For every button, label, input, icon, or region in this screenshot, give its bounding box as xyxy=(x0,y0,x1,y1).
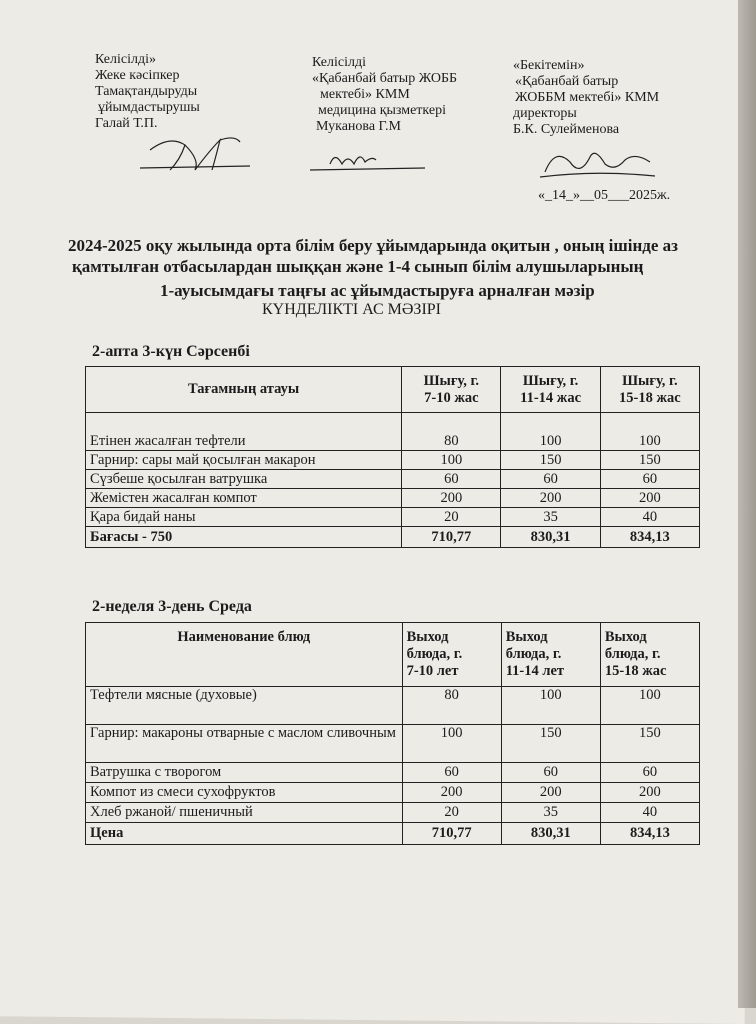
dish-name: Хлеб ржаной/ пшеничный xyxy=(86,803,403,823)
approval-right-line: «Қабанбай батыр xyxy=(515,74,619,89)
signature-right xyxy=(535,142,665,184)
portion-11-14: 150 xyxy=(501,451,600,470)
total-row xyxy=(86,823,700,845)
portion-15-18: 150 xyxy=(600,725,699,763)
title-line-2: қамтылған отбасылардан шыққан және 1-4 сынып білім алушыларының xyxy=(72,257,644,276)
page-edge xyxy=(738,0,756,1008)
dish-name: Гарнир: сары май қосылған макарон xyxy=(86,451,402,470)
approval-right-line: ЖОББМ мектебі» КММ xyxy=(515,90,660,105)
portion-7-10: 200 xyxy=(402,783,501,803)
russian-menu-table xyxy=(85,622,700,845)
price-7-10: 710,77 xyxy=(402,823,501,845)
table-row xyxy=(86,413,700,451)
table-row xyxy=(86,470,700,489)
dish-name: Жемістен жасалған компот xyxy=(86,489,402,508)
dish-name: Сүзбеше қосылған ватрушка xyxy=(86,470,402,489)
approval-right-line: Б.К. Сулейменова xyxy=(513,122,620,137)
approval-middle-line: медицина қызметкері xyxy=(318,103,446,118)
title-line-4: КҮНДЕЛІКТІ АС МӘЗІРІ xyxy=(262,301,441,318)
dish-name: Ватрушка с творогом xyxy=(86,763,403,783)
kazakh-header-15-18: Шығу, г. 15-18 жас xyxy=(600,367,699,413)
dish-name: Компот из смеси сухофруктов xyxy=(86,783,403,803)
portion-11-14: 60 xyxy=(501,470,600,489)
price-11-14: 830,31 xyxy=(501,527,600,548)
portion-11-14: 150 xyxy=(501,725,600,763)
portion-15-18: 200 xyxy=(600,489,699,508)
kazakh-menu-table xyxy=(85,366,700,548)
portion-7-10: 80 xyxy=(402,687,501,725)
table-row xyxy=(86,687,700,725)
portion-15-18: 100 xyxy=(600,413,699,451)
portion-11-14: 35 xyxy=(501,803,600,823)
approval-right-line: «Бекітемін» xyxy=(513,58,585,73)
approval-middle-line: Муканова Г.М xyxy=(316,119,401,134)
table-row xyxy=(86,508,700,527)
table-row xyxy=(86,451,700,470)
signature-middle xyxy=(310,146,430,176)
approval-left-line: Жеке кәсіпкер xyxy=(95,68,180,83)
russian-menu-heading: 2-неделя 3-день Среда xyxy=(92,598,252,615)
price-label: Бағасы - 750 xyxy=(86,527,402,548)
title-line-3: 1-ауысымдағы таңғы ас ұйымдастыруға арналған мәзір xyxy=(160,281,595,300)
portion-15-18: 60 xyxy=(600,763,699,783)
title-line-1: 2024-2025 оқу жылында орта білім беру ұйымдарында оқитын , оның ішінде аз xyxy=(68,236,678,255)
russian-header-name: Наименование блюд xyxy=(86,623,403,687)
approval-left-line: Галай Т.П. xyxy=(95,116,158,131)
table-row xyxy=(86,489,700,508)
approval-middle-line: «Қабанбай батыр ЖОББ xyxy=(312,71,458,86)
portion-7-10: 60 xyxy=(402,763,501,783)
portion-15-18: 150 xyxy=(600,451,699,470)
russian-header-7-10: Выход блюда, г. 7-10 лет xyxy=(402,623,501,687)
portion-11-14: 100 xyxy=(501,687,600,725)
kazakh-header-11-14: Шығу, г. 11-14 жас xyxy=(501,367,600,413)
approval-left-line: Тамақтандыруды xyxy=(95,84,198,99)
table-row xyxy=(86,725,700,763)
price-11-14: 830,31 xyxy=(501,823,600,845)
kazakh-menu-heading: 2-апта 3-күн Сәрсенбі xyxy=(92,343,250,360)
portion-7-10: 100 xyxy=(402,451,501,470)
approval-right xyxy=(505,58,705,138)
table-row xyxy=(86,763,700,783)
portion-7-10: 20 xyxy=(402,508,501,527)
price-15-18: 834,13 xyxy=(600,527,699,548)
portion-7-10: 80 xyxy=(402,413,501,451)
approval-left-line: Келісілді» xyxy=(95,52,156,67)
approval-middle-line: Келісілді xyxy=(312,55,366,70)
portion-11-14: 35 xyxy=(501,508,600,527)
price-7-10: 710,77 xyxy=(402,527,501,548)
russian-header-15-18: Выход блюда, г. 15-18 жас xyxy=(600,623,699,687)
dish-name: Тефтели мясные (духовые) xyxy=(86,687,403,725)
table-row xyxy=(86,803,700,823)
approval-right-line: директоры xyxy=(513,106,577,121)
kazakh-header-name: Тағамның атауы xyxy=(86,367,402,413)
portion-11-14: 60 xyxy=(501,763,600,783)
total-row xyxy=(86,527,700,548)
portion-15-18: 200 xyxy=(600,783,699,803)
approval-middle-line: мектебі» КММ xyxy=(320,87,410,102)
portion-7-10: 200 xyxy=(402,489,501,508)
portion-11-14: 200 xyxy=(501,783,600,803)
table-row xyxy=(86,783,700,803)
approval-middle xyxy=(312,55,512,135)
approval-date: «_14_»__05___2025ж. xyxy=(538,188,671,203)
approval-left-line: ұйымдастырушы xyxy=(98,100,200,115)
price-label: Цена xyxy=(86,823,403,845)
portion-11-14: 100 xyxy=(501,413,600,451)
portion-7-10: 20 xyxy=(402,803,501,823)
price-15-18: 834,13 xyxy=(600,823,699,845)
portion-15-18: 60 xyxy=(600,470,699,489)
kazakh-header-7-10: Шығу, г. 7-10 жас xyxy=(402,367,501,413)
dish-name: Етінен жасалған тефтели xyxy=(86,413,402,451)
portion-15-18: 40 xyxy=(600,803,699,823)
signature-left xyxy=(140,130,260,180)
russian-header-11-14: Выход блюда, г. 11-14 лет xyxy=(501,623,600,687)
dish-name: Гарнир: макароны отварные с маслом сливочным xyxy=(86,725,403,763)
approval-left xyxy=(95,52,295,132)
portion-7-10: 100 xyxy=(402,725,501,763)
portion-15-18: 40 xyxy=(600,508,699,527)
dish-name: Қара бидай наны xyxy=(86,508,402,527)
portion-15-18: 100 xyxy=(600,687,699,725)
portion-11-14: 200 xyxy=(501,489,600,508)
portion-7-10: 60 xyxy=(402,470,501,489)
